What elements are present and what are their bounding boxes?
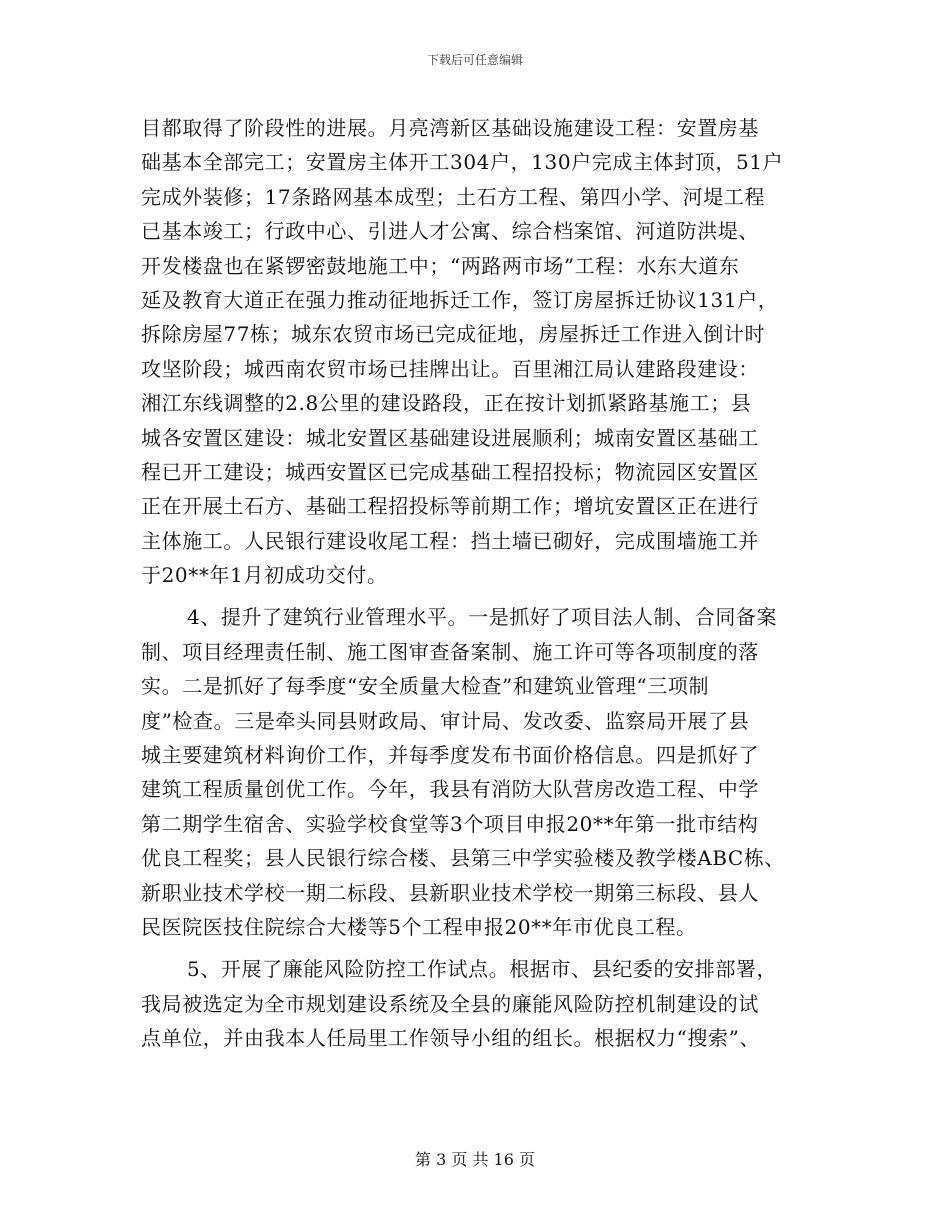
text-line: 我局被选定为全市规划建设系统及全县的廉能风险防控机制建设的试 <box>141 991 759 1016</box>
text-line: 已基本竣工；行政中心、引进人才公寓、综合档案馆、河道防洪堤、 <box>141 219 759 244</box>
text-line: 5、开展了廉能风险防控工作试点。根据市、县纪委的安排部署， <box>187 957 778 982</box>
text-line: 主体施工。人民银行建设收尾工程：挡土墙已砌好，完成围墙施工并 <box>141 528 759 553</box>
text-line: 建筑工程质量创优工作。今年，我县有消防大队营房改造工程、中学 <box>141 777 759 802</box>
paragraph-3 <box>141 952 813 1055</box>
text-line: 度”检查。三是牵头同县财政局、审计局、发改委、监察局开展了县 <box>141 708 750 733</box>
page-footer: 第 3 页 共 16 页 <box>415 1150 535 1169</box>
text-line: 目都取得了阶段性的进展。月亮湾新区基础设施建设工程：安置房基 <box>141 116 759 140</box>
text-line: 攻坚阶段；城西南农贸市场已挂牌出让。百里湘江局认建路段建设： <box>141 356 759 381</box>
text-line: 城各安置区建设：城北安置区基础建设进展顺利；城南安置区基础工 <box>141 425 759 450</box>
page-header: 下载后可任意编辑 <box>426 53 523 67</box>
text-line: 实。二是抓好了每季度“安全质量大检查”和建筑业管理“三项制 <box>141 674 710 699</box>
text-line: 程已开工建设；城西安置区已完成基础工程招投标；物流园区安置区 <box>141 459 759 484</box>
text-line: 湘江东线调整的2.8公里的建设路段，正在按计划抓紧路基施工；县 <box>141 391 752 416</box>
text-line: 点单位，并由我本人任局里工作领导小组的组长。根据权力“搜索”、 <box>141 1026 761 1051</box>
text-line: 第二期学生宿舍、实验学校食堂等3个项目申报20**年第一批市结构 <box>141 811 759 836</box>
text-line: 优良工程奖；县人民银行综合楼、县第三中学实验楼及教学楼ABC栋、 <box>141 846 786 871</box>
text-line: 于20**年1月初成功交付。 <box>141 563 388 588</box>
text-line: 正在开展土石方、基础工程招投标等前期工作；增坑安置区正在进行 <box>141 494 759 519</box>
text-line: 4、提升了建筑行业管理水平。一是抓好了项目法人制、合同备案 <box>187 605 778 630</box>
paragraph-2 <box>141 600 813 944</box>
document-body <box>141 111 813 1056</box>
text-line: 新职业技术学校一期二标段、县新职业技术学校一期第三标段、县人 <box>141 880 759 905</box>
text-line: 制、项目经理责任制、施工图审查备案制、施工许可等各项制度的落 <box>141 639 759 664</box>
text-line: 拆除房屋77栋；城东农贸市场已完成征地，房屋拆迁工作进入倒计时 <box>141 322 766 347</box>
paragraph-1 <box>141 111 813 592</box>
text-line: 城主要建筑材料询价工作，并每季度发布书面价格信息。四是抓好了 <box>141 743 759 768</box>
text-line: 础基本全部完工；安置房主体开工304户，130户完成主体封顶，51户 <box>141 150 784 175</box>
text-line: 开发楼盘也在紧锣密鼓地施工中；“两路两市场”工程：水东大道东 <box>141 253 740 278</box>
text-line: 民医院医技住院综合大楼等5个工程申报20**年市优良工程。 <box>141 914 697 939</box>
text-line: 完成外装修；17条路网基本成型；土石方工程、第四小学、河堤工程 <box>141 184 766 209</box>
text-line: 延及教育大道正在强力推动征地拆迁工作，签订房屋拆迁协议131户， <box>141 287 779 312</box>
